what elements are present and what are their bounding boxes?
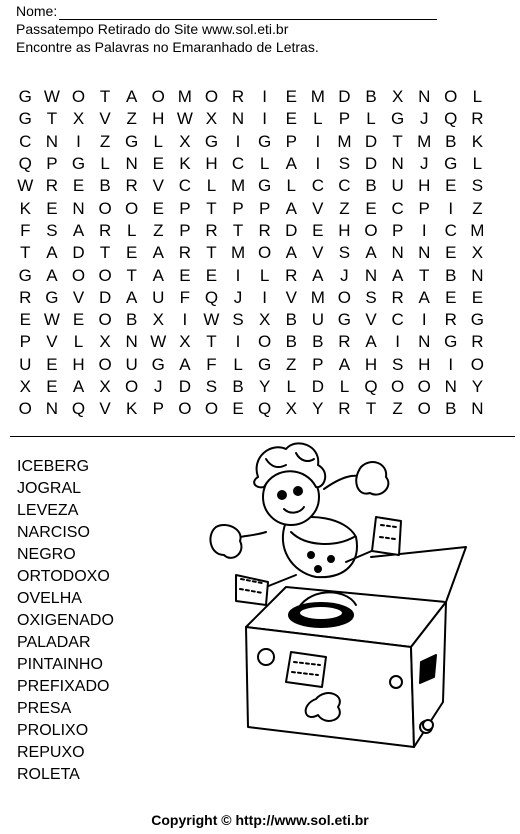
grid-letter: U: [311, 310, 324, 330]
grid-letter: W: [176, 109, 193, 129]
grid-letter: K: [471, 131, 484, 151]
grid-letter: L: [153, 131, 163, 151]
grid-letter: N: [125, 332, 138, 352]
grid-letter: Q: [364, 377, 378, 396]
grid-letter: Q: [18, 154, 32, 174]
grid-letter: O: [125, 198, 139, 218]
grid-letter: S: [471, 176, 484, 196]
grid-letter: O: [125, 377, 139, 396]
grid-letter: O: [71, 87, 86, 107]
grid-letter: U: [125, 354, 138, 374]
grid-letter: H: [205, 154, 218, 174]
grid-letter: O: [178, 399, 192, 419]
grid-letter: Y: [258, 377, 271, 396]
grid-letter: U: [391, 176, 404, 196]
grid-letter: H: [364, 354, 378, 374]
grid-letter: I: [235, 332, 241, 352]
grid-letter: B: [126, 310, 138, 330]
grid-letter: N: [471, 265, 484, 285]
grid-letter: D: [285, 220, 298, 240]
word-list-item: PINTAINHO: [17, 656, 103, 673]
grid-letter: I: [315, 131, 321, 151]
grid-letter: E: [72, 176, 85, 196]
grid-letter: N: [418, 87, 431, 107]
grid-letter: R: [471, 109, 484, 129]
grid-letter: N: [125, 154, 138, 174]
grid-letter: F: [206, 354, 217, 374]
grid-letter: O: [417, 399, 431, 419]
word-list-item: PROLIXO: [17, 722, 89, 739]
grid-letter: V: [365, 310, 377, 330]
grid-letter: Z: [126, 109, 137, 129]
grid-letter: P: [338, 109, 351, 129]
grid-letter: O: [98, 198, 112, 218]
grid-letter: P: [179, 220, 191, 240]
grid-letter: E: [19, 310, 31, 330]
grid-letter: E: [445, 243, 457, 263]
word-list-item: PRESA: [17, 700, 72, 717]
grid-letter: V: [312, 243, 324, 263]
grid-letter: C: [231, 154, 245, 174]
grid-letter: E: [46, 198, 58, 218]
grid-letter: Q: [204, 287, 219, 307]
grid-letter: A: [365, 243, 377, 263]
grid-letter: G: [125, 131, 139, 151]
word-list-item: PREFIXADO: [17, 678, 110, 695]
grid-letter: X: [471, 243, 484, 263]
grid-letter: I: [315, 154, 321, 174]
grid-letter: J: [233, 287, 243, 307]
grid-letter: C: [338, 176, 351, 196]
grid-letter: R: [205, 220, 218, 240]
grid-letter: S: [338, 243, 351, 263]
grid-letter: R: [258, 220, 271, 240]
grid-letter: R: [19, 287, 32, 307]
grid-letter: L: [259, 154, 270, 174]
grid-letter: X: [285, 399, 297, 419]
grid-letter: R: [45, 176, 59, 196]
grid-letter: O: [98, 310, 112, 330]
grid-letter: N: [418, 243, 431, 263]
grid-letter: H: [338, 220, 351, 240]
grid-letter: T: [365, 399, 377, 419]
word-list-item: NEGRO: [17, 546, 76, 563]
grid-letter: Y: [471, 377, 484, 396]
grid-letter: M: [230, 243, 246, 263]
word-list-item: NARCISO: [17, 524, 90, 541]
grid-letter: V: [99, 109, 111, 129]
grid-letter: X: [99, 332, 111, 352]
grid-letter: E: [285, 87, 297, 107]
word-list-item: OVELHA: [17, 590, 82, 607]
grid-letter: W: [43, 310, 60, 330]
grid-letter: E: [232, 399, 244, 419]
grid-letter: L: [206, 176, 217, 196]
grid-letter: J: [419, 109, 429, 129]
grid-letter: P: [179, 198, 191, 218]
grid-letter: T: [206, 243, 217, 263]
grid-letter: O: [204, 399, 219, 419]
grid-letter: K: [179, 154, 191, 174]
grid-letter: A: [179, 354, 191, 374]
grid-letter: I: [262, 287, 267, 307]
grid-letter: V: [152, 176, 164, 196]
grid-letter: C: [178, 176, 191, 196]
grid-letter: H: [72, 354, 85, 374]
grid-letter: Z: [392, 399, 403, 419]
site-line: Passatempo Retirado do Site www.sol.eti.br: [16, 21, 289, 37]
grid-letter: O: [417, 377, 431, 396]
grid-letter: E: [179, 265, 191, 285]
word-list: [17, 456, 114, 786]
grid-letter: Z: [339, 198, 350, 218]
grid-letter: A: [391, 265, 404, 285]
grid-letter: O: [151, 87, 165, 107]
grid-letter: X: [152, 310, 164, 330]
grid-letter: S: [365, 287, 377, 307]
grid-letter: N: [391, 154, 404, 174]
grid-letter: C: [391, 310, 404, 330]
grid-letter: L: [472, 154, 483, 174]
grid-letter: M: [417, 131, 432, 151]
grid-letter: L: [259, 265, 270, 285]
grid-letter: I: [448, 198, 454, 218]
grid-letter: D: [364, 131, 378, 151]
grid-letter: R: [338, 399, 351, 419]
grid-letter: A: [152, 243, 164, 263]
grid-letter: R: [391, 287, 404, 307]
grid-letter: X: [19, 377, 31, 396]
grid-letter: L: [472, 87, 483, 107]
grid-letter: G: [258, 131, 272, 151]
grid-letter: I: [395, 332, 400, 352]
grid-letter: K: [19, 198, 31, 218]
name-input-line[interactable]: [59, 5, 437, 20]
grid-letter: S: [46, 220, 58, 240]
grid-letter: A: [365, 332, 377, 352]
grid-letter: H: [418, 354, 431, 374]
grid-letter: E: [126, 243, 138, 263]
grid-letter: P: [285, 131, 297, 151]
grid-letter: B: [365, 176, 377, 196]
letter-grid: [12, 86, 508, 420]
grid-letter: L: [366, 109, 376, 129]
grid-letter: T: [392, 131, 403, 151]
grid-letter: L: [100, 154, 110, 174]
grid-letter: J: [419, 154, 429, 174]
word-list-item: OXIGENADO: [17, 612, 114, 629]
grid-letter: A: [285, 243, 297, 263]
grid-letter: E: [46, 354, 58, 374]
grid-letter: D: [98, 287, 112, 307]
grid-letter: B: [285, 332, 297, 352]
grid-letter: N: [364, 265, 378, 285]
grid-letter: Y: [312, 399, 324, 419]
grid-letter: M: [230, 176, 246, 196]
grid-letter: G: [390, 109, 405, 129]
grid-letter: I: [448, 354, 454, 374]
grid-letter: D: [338, 87, 351, 107]
grid-letter: G: [18, 109, 32, 129]
grid-letter: C: [19, 131, 32, 151]
grid-letter: Q: [258, 399, 272, 419]
jack-in-the-box-illustration: [196, 437, 496, 753]
grid-letter: D: [311, 377, 324, 396]
grid-letter: H: [418, 176, 431, 196]
grid-letter: B: [99, 176, 111, 196]
grid-letter: O: [98, 265, 112, 285]
grid-letter: E: [445, 176, 457, 196]
grid-letter: Q: [444, 109, 458, 129]
grid-letter: G: [337, 310, 352, 330]
grid-letter: L: [286, 176, 296, 196]
grid-letter: A: [152, 265, 164, 285]
grid-letter: R: [178, 243, 191, 263]
grid-letter: G: [71, 154, 86, 174]
grid-letter: J: [340, 265, 349, 285]
grid-letter: C: [391, 198, 404, 218]
grid-letter: G: [45, 287, 59, 307]
grid-letter: X: [258, 310, 271, 330]
grid-letter: O: [390, 377, 405, 396]
grid-letter: B: [365, 87, 377, 107]
grid-letter: A: [126, 87, 138, 107]
grid-letter: I: [262, 87, 267, 107]
grid-letter: E: [312, 220, 324, 240]
grid-letter: A: [72, 377, 85, 396]
grid-letter: O: [337, 287, 352, 307]
grid-letter: A: [126, 287, 138, 307]
grid-letter: P: [46, 154, 58, 174]
grid-letter: M: [310, 87, 325, 107]
grid-letter: W: [150, 332, 167, 352]
grid-letter: X: [205, 109, 218, 129]
grid-letter: F: [179, 287, 191, 307]
grid-letter: O: [258, 332, 272, 352]
grid-letter: P: [391, 220, 404, 240]
grid-letter: A: [285, 198, 297, 218]
grid-letter: O: [204, 87, 219, 107]
grid-letter: B: [445, 131, 457, 151]
grid-letter: L: [313, 109, 323, 129]
grid-letter: O: [470, 354, 484, 374]
grid-letter: N: [72, 198, 85, 218]
grid-letter: Z: [286, 354, 297, 374]
grid-letter: D: [72, 243, 85, 263]
grid-letter: T: [46, 109, 58, 129]
grid-letter: R: [338, 332, 351, 352]
grid-letter: X: [179, 131, 191, 151]
grid-letter: B: [232, 377, 244, 396]
grid-letter: X: [72, 109, 85, 129]
word-list-item: ROLETA: [17, 766, 80, 783]
grid-letter: I: [262, 109, 267, 129]
grid-letter: P: [19, 332, 31, 352]
grid-letter: M: [337, 131, 352, 151]
grid-letter: S: [232, 310, 244, 330]
grid-letter: I: [182, 310, 188, 330]
grid-letter: R: [98, 220, 112, 240]
grid-letter: N: [45, 399, 59, 419]
grid-letter: B: [285, 310, 297, 330]
grid-letter: E: [205, 265, 218, 285]
name-row: [16, 2, 506, 20]
grid-letter: G: [258, 354, 272, 374]
grid-letter: H: [152, 109, 165, 129]
grid-letter: T: [99, 87, 111, 107]
grid-letter: A: [72, 220, 85, 240]
grid-letter: P: [152, 399, 164, 419]
grid-letter: G: [444, 154, 458, 174]
grid-letter: M: [470, 220, 485, 240]
grid-letter: V: [312, 198, 324, 218]
grid-letter: G: [18, 265, 32, 285]
grid-letter: O: [444, 87, 458, 107]
grid-letter: R: [444, 310, 457, 330]
grid-letter: L: [126, 220, 137, 240]
word-list-item: ORTODOXO: [17, 568, 110, 585]
grid-letter: A: [285, 154, 297, 174]
grid-letter: L: [339, 377, 350, 396]
grid-letter: U: [19, 354, 32, 374]
grid-letter: P: [312, 354, 324, 374]
grid-letter: A: [418, 287, 430, 307]
grid-letter: J: [154, 377, 163, 396]
grid-letter: G: [470, 310, 484, 330]
word-list-item: REPUXO: [17, 744, 85, 761]
grid-letter: B: [445, 265, 457, 285]
grid-letter: X: [391, 87, 404, 107]
grid-letter: D: [364, 154, 378, 174]
grid-letter: T: [99, 243, 111, 263]
grid-letter: I: [76, 131, 81, 151]
grid-letter: X: [179, 332, 191, 352]
grid-letter: T: [419, 265, 430, 285]
grid-letter: I: [421, 310, 427, 330]
grid-letter: S: [205, 377, 218, 396]
grid-letter: S: [391, 354, 404, 374]
header: [16, 2, 506, 56]
grid-letter: G: [151, 354, 165, 374]
grid-letter: A: [46, 243, 58, 263]
grid-letter: G: [18, 87, 32, 107]
grid-letter: G: [444, 332, 458, 352]
grid-letter: C: [311, 176, 324, 196]
grid-letter: N: [444, 377, 457, 396]
name-label: Nome:: [16, 3, 58, 19]
grid-letter: T: [206, 198, 217, 218]
grid-letter: I: [235, 265, 241, 285]
grid-letter: M: [310, 287, 325, 307]
grid-letter: N: [391, 243, 404, 263]
grid-letter: N: [231, 109, 245, 129]
grid-letter: E: [46, 377, 58, 396]
grid-letter: O: [258, 243, 272, 263]
word-list-item: ICEBERG: [17, 458, 90, 475]
grid-letter: O: [98, 354, 112, 374]
grid-letter: A: [312, 265, 324, 285]
grid-letter: W: [43, 87, 60, 107]
grid-letter: L: [286, 377, 296, 396]
grid-letter: T: [126, 265, 137, 285]
instructions-line: Encontre as Palavras no Emaranhado de Letras.: [16, 39, 319, 55]
grid-letter: Z: [153, 220, 164, 240]
grid-letter: T: [232, 220, 244, 240]
grid-letter: E: [365, 198, 377, 218]
grid-letter: R: [471, 332, 484, 352]
grid-letter: A: [46, 265, 58, 285]
grid-letter: E: [152, 198, 164, 218]
grid-letter: N: [471, 399, 484, 419]
grid-letter: O: [18, 399, 32, 419]
grid-letter: D: [178, 377, 191, 396]
grid-letter: L: [233, 354, 243, 374]
word-list-item: PALADAR: [17, 634, 91, 651]
grid-letter: Z: [472, 198, 483, 218]
grid-letter: G: [258, 176, 272, 196]
grid-letter: C: [444, 220, 457, 240]
footer-copyright: Copyright © http://www.sol.eti.br: [151, 812, 369, 828]
grid-letter: R: [231, 87, 245, 107]
grid-letter: P: [418, 198, 430, 218]
grid-letter: E: [72, 310, 85, 330]
grid-letter: E: [152, 154, 164, 174]
grid-letter: W: [203, 310, 220, 330]
word-list-item: JOGRAL: [17, 480, 82, 497]
grid-letter: S: [338, 154, 351, 174]
grid-letter: X: [99, 377, 111, 396]
grid-letter: K: [126, 399, 138, 419]
grid-letter: B: [312, 332, 324, 352]
grid-letter: Z: [99, 131, 111, 151]
grid-letter: U: [152, 287, 165, 307]
grid-letter: M: [177, 87, 192, 107]
grid-letter: F: [20, 220, 31, 240]
grid-letter: V: [46, 332, 58, 352]
grid-letter: B: [445, 399, 457, 419]
grid-letter: T: [206, 332, 217, 352]
grid-letter: O: [364, 220, 378, 240]
grid-letter: Q: [71, 399, 86, 419]
grid-letter: E: [285, 109, 297, 129]
grid-letter: O: [71, 265, 86, 285]
grid-letter: I: [235, 131, 241, 151]
word-list-item: LEVEZA: [17, 502, 79, 519]
grid-letter: R: [125, 176, 138, 196]
grid-letter: E: [471, 287, 484, 307]
grid-letter: R: [285, 265, 298, 285]
grid-letter: N: [418, 332, 431, 352]
grid-letter: P: [232, 198, 244, 218]
grid-letter: N: [45, 131, 59, 151]
grid-letter: V: [285, 287, 297, 307]
grid-letter: I: [421, 220, 427, 240]
grid-letter: T: [20, 243, 31, 263]
grid-letter: A: [338, 354, 351, 374]
grid-letter: W: [17, 176, 34, 196]
grid-letter: V: [72, 287, 85, 307]
grid-letter: L: [73, 332, 84, 352]
grid-letter: G: [204, 131, 219, 151]
grid-letter: E: [445, 287, 457, 307]
grid-letter: P: [258, 198, 271, 218]
grid-letter: V: [99, 399, 111, 419]
